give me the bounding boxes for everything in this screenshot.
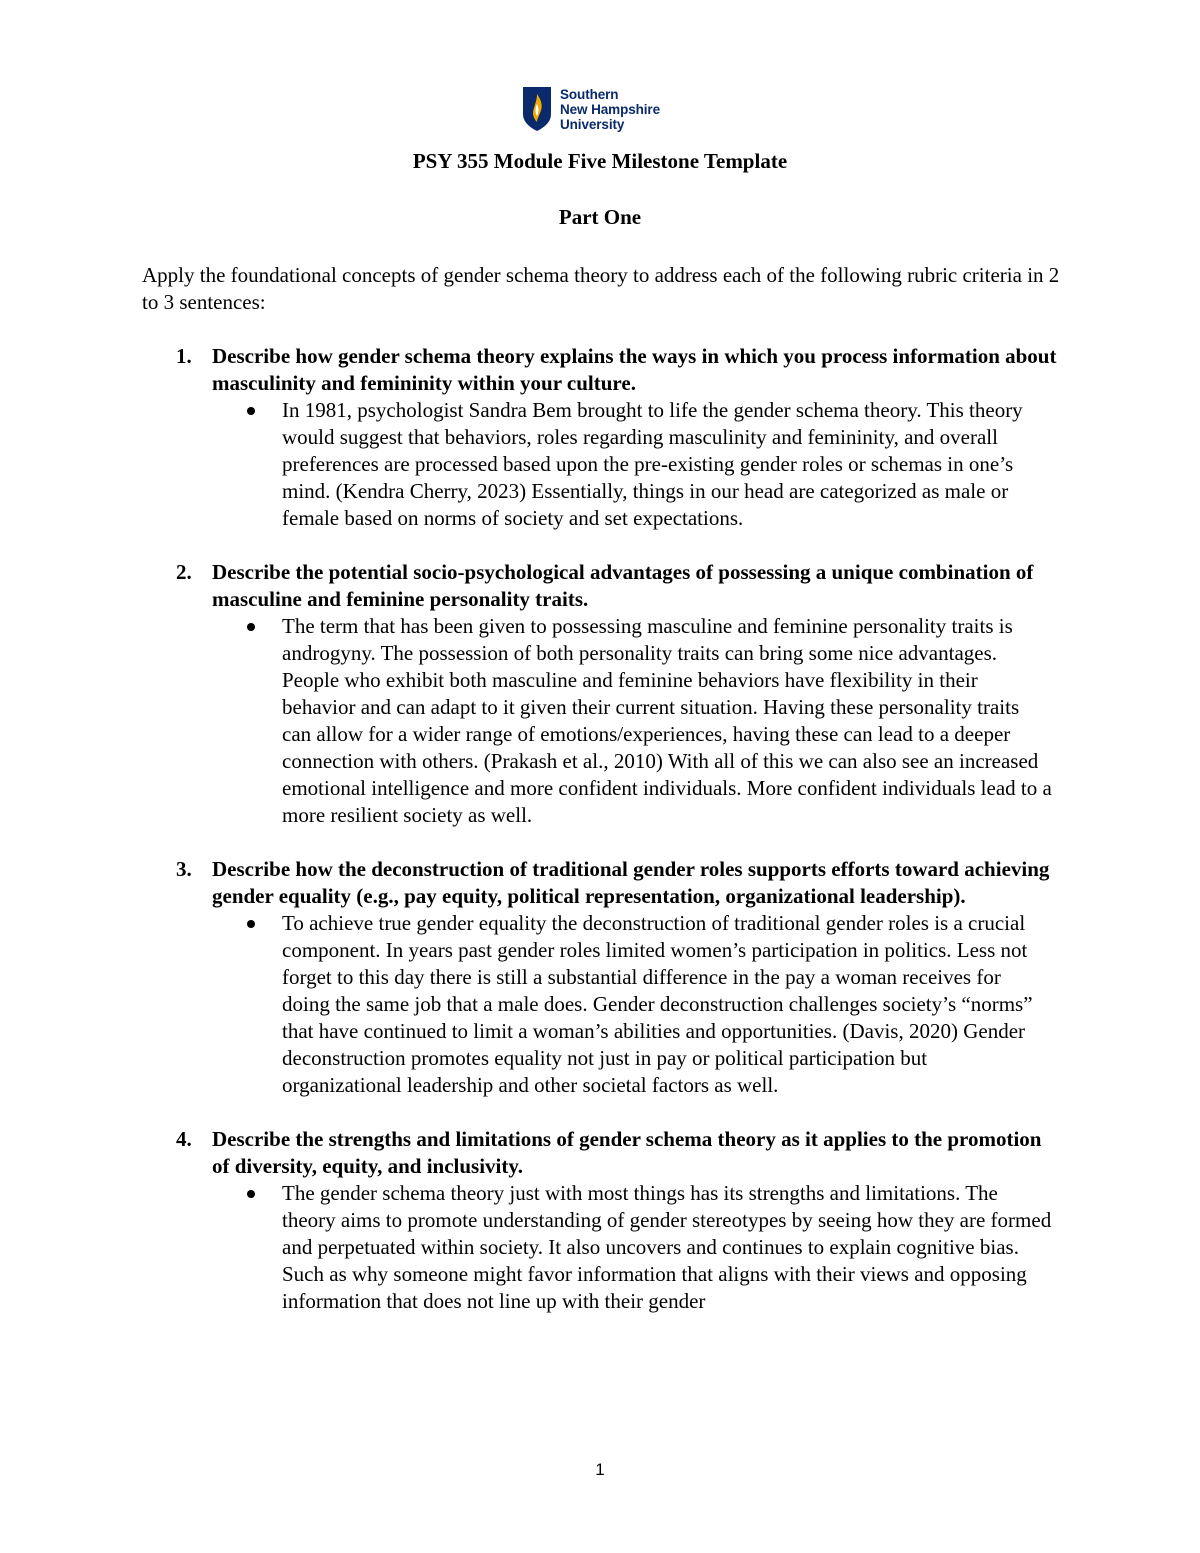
answer-text: The gender schema theory just with most things has its strengths and limitations. The theory aims to promote understanding of gender stereotypes by seeing how they are formed and perpetuated within society. It also uncovers and continues to explain cognitive bias. Such as why someone might favor information that aligns with their views and opposing information that does not line up with their gender <box>282 1181 1052 1313</box>
university-logo <box>522 84 692 134</box>
question-item <box>142 1126 1062 1315</box>
question-number: 1. <box>176 344 192 368</box>
answer-bullet <box>142 397 1062 532</box>
question-item <box>142 559 1062 829</box>
answer-bullet <box>142 613 1062 829</box>
logo-wordmark <box>560 87 660 132</box>
question-prompt: Describe the strengths and limitations of gender schema theory as it applies to the promotion of diversity, equity, and inclusivity. <box>212 1127 1042 1178</box>
document-title: PSY 355 Module Five Milestone Template <box>412 149 788 173</box>
question-prompt: Describe the potential socio-psychological advantages of possessing a unique combination of masculine and feminine personality traits. <box>212 560 1034 611</box>
bullet-icon <box>247 1190 255 1198</box>
question-list <box>142 343 1062 1342</box>
answer-bullet <box>142 1180 1062 1315</box>
logo-line-2: New Hampshire <box>560 101 660 117</box>
section-heading: Part One <box>558 205 642 229</box>
question-prompt: Describe how the deconstruction of traditional gender roles supports efforts toward achieving gender equality (e.g., pay equity, political representation, organizational leadership). <box>212 857 1050 908</box>
bullet-icon <box>247 407 255 415</box>
bullet-icon <box>247 920 255 928</box>
instructions-paragraph: Apply the foundational concepts of gender schema theory to address each of the following rubric criteria in 2 to 3 sentences: <box>142 263 1060 314</box>
question-item <box>142 856 1062 1099</box>
bullet-icon <box>247 623 255 631</box>
shield-flame-icon <box>522 86 552 132</box>
logo-line-3: University <box>560 116 625 132</box>
answer-text: The term that has been given to possessing masculine and feminine personality traits is androgyny. The possession of both personality traits can bring some nice advantages. People who exhibit both masculine and feminine behaviors have flexibility in their behavior and can adapt to it given their current situation. Having these personality traits can allow for a wider range of emotions/experiences, having these can lead to a deeper connection with others. (Prakash et al., 2010) With all of this we can also see an increased emotional intelligence and more confident individuals. More confident individuals lead to a more resilient society as well. <box>282 614 1052 827</box>
question-prompt: Describe how gender schema theory explains the ways in which you process information about masculinity and femininity within your culture. <box>212 344 1057 395</box>
answer-bullet <box>142 910 1062 1099</box>
logo-line-1: Southern <box>560 86 619 102</box>
question-item <box>142 343 1062 532</box>
question-number: 2. <box>176 560 192 584</box>
question-number: 4. <box>176 1127 192 1151</box>
answer-text: In 1981, psychologist Sandra Bem brought to life the gender schema theory. This theory would suggest that behaviors, roles regarding masculinity and femininity, and overall preferences are processed based upon the pre-existing gender roles or schemas in one’s mind. (Kendra Cherry, 2023) Essentially, things in our head are categorized as male or female based on norms of society and set expectations. <box>282 398 1023 530</box>
answer-text: To achieve true gender equality the deconstruction of traditional gender roles is a crucial component. In years past gender roles limited women’s participation in politics. Less not forget to this day there is still a substantial difference in the pay a woman receives for doing the same job that a male does. Gender deconstruction challenges society’s “norms” that have continued to limit a woman’s abilities and opportunities. (Davis, 2020) Gender deconstruction promotes equality not just in pay or political participation but organizational leadership and other societal factors as well. <box>282 911 1033 1097</box>
page-number: 1 <box>595 1460 605 1479</box>
question-number: 3. <box>176 857 192 881</box>
